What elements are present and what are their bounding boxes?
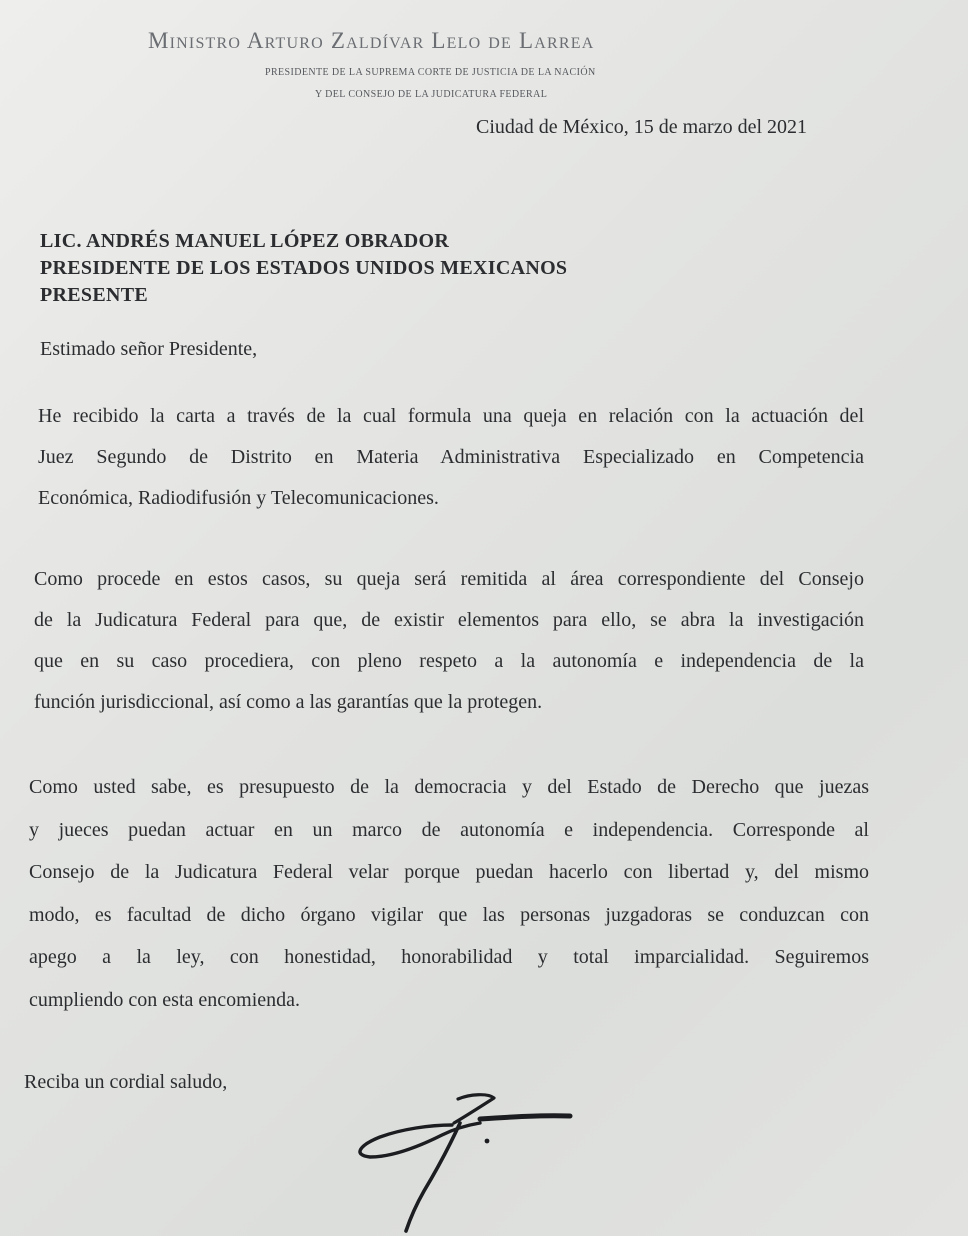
- greeting: Estimado señor Presidente,: [40, 338, 258, 360]
- paragraph-line: modo, es facultad de dicho órgano vigilar que las personas juzgadoras se conduzcan con: [29, 903, 869, 926]
- paragraph-line: y jueces puedan actuar en un marco de autonomía e independencia. Corresponde al: [29, 818, 869, 841]
- paragraph-line: función jurisdiccional, así como a las garantías que la protegen.: [34, 691, 543, 713]
- recipient-presente: PRESENTE: [40, 284, 148, 306]
- paragraph-line: Como procede en estos casos, su queja será remitida al área correspondiente del Consejo: [34, 568, 864, 590]
- paragraph-line: Económica, Radiodifusión y Telecomunicaciones.: [38, 487, 439, 509]
- paragraph-line: He recibido la carta a través de la cual formula una queja en relación con la actuación del: [38, 405, 864, 427]
- paragraph-line: Juez Segundo de Distrito en Materia Administrativa Especializado en Competencia: [38, 446, 864, 468]
- paragraph-2: [34, 559, 864, 723]
- paragraph-line: de la Judicatura Federal para que, de existir elementos para ello, se abra la investigación: [34, 609, 864, 631]
- paragraph-1: [38, 396, 864, 519]
- recipient-title: PRESIDENTE DE LOS ESTADOS UNIDOS MEXICANOS: [40, 257, 568, 279]
- closing-salutation: Reciba un cordial saludo,: [24, 1071, 228, 1093]
- letterhead-subtitle-line1: PRESIDENTE DE LA SUPREMA CORTE DE JUSTICIA DE LA NACIÓN: [265, 67, 596, 78]
- paragraph-line: apego a la ley, con honestidad, honorabilidad y total imparcialidad. Seguiremos: [29, 946, 869, 968]
- paragraph-line: que en su caso procediera, con pleno respeto a la autonomía e independencia de la: [34, 650, 864, 672]
- recipient-name: LIC. ANDRÉS MANUEL LÓPEZ OBRADOR: [40, 230, 450, 252]
- paragraph-line: Consejo de la Judicatura Federal velar porque puedan hacerlo con libertad y, del mismo: [29, 861, 869, 883]
- handwritten-signature: [330, 1085, 590, 1235]
- letterhead-subtitle-line2: Y DEL CONSEJO DE LA JUDICATURA FEDERAL: [315, 89, 548, 100]
- paragraph-line: cumpliendo con esta encomienda.: [29, 988, 301, 1011]
- letterhead-name: Ministro Arturo Zaldívar Lelo de Larrea: [148, 28, 595, 53]
- letter-date: Ciudad de México, 15 de marzo del 2021: [476, 116, 808, 138]
- recipient-block: [40, 228, 567, 309]
- paragraph-3: [29, 766, 869, 1021]
- paragraph-line: Como usted sabe, es presupuesto de la democracia y del Estado de Derecho que juezas: [29, 776, 869, 798]
